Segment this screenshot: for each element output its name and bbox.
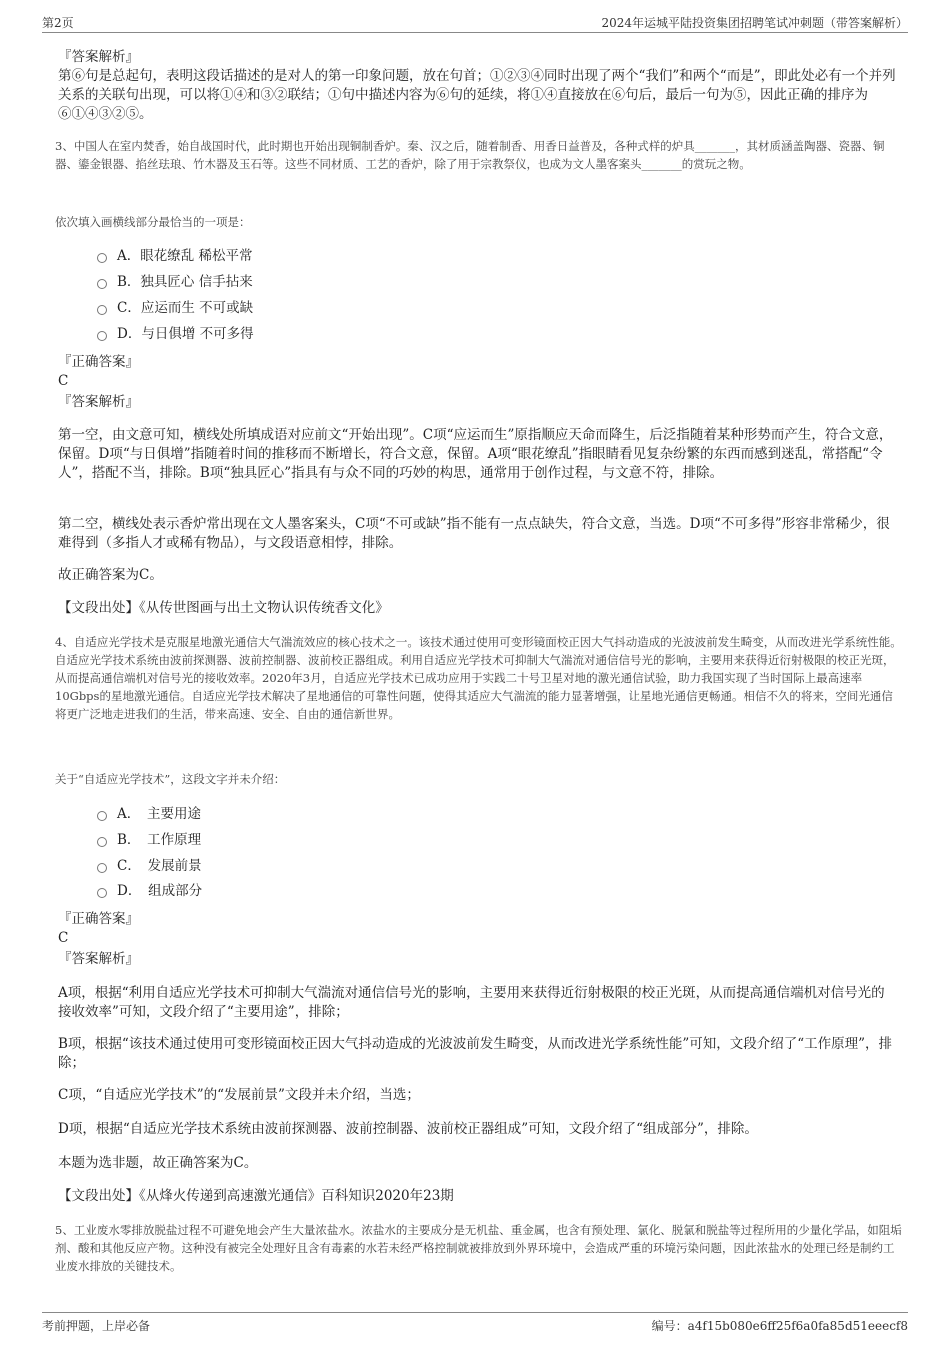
q3-prompt: 依次填入画横线部分最恰当的一项是： bbox=[55, 215, 251, 229]
q3-answer-label: 『正确答案』 bbox=[58, 354, 139, 370]
radio-icon[interactable] bbox=[97, 863, 107, 873]
q3-stem: 3、中国人在室内焚香，始自战国时代，此时期也开始出现铜制香炉。秦、汉之后，随着制香、用香日益普及，各种式样的炉具_______，其材质涵盖陶器、瓷器、铜器、鎏金银器、掐丝珐琅、竹木器及玉石等。这些不同材质、工艺的香炉，除了用于宗教祭仪，也成为文人墨客案头_______的赏玩之物。 bbox=[55, 139, 885, 171]
radio-icon[interactable] bbox=[97, 253, 107, 263]
q3-analysis-3: 故正确答案为C。 bbox=[58, 567, 163, 583]
q4-option-c[interactable]: C． 发展前景 bbox=[97, 857, 202, 876]
q4-answer: C bbox=[58, 930, 69, 946]
q4-option-a[interactable]: A． 主要用途 bbox=[97, 805, 201, 824]
q3-source: 【文段出处】《从传世图画与出土文物认识传统香文化》 bbox=[58, 600, 389, 616]
page-header bbox=[42, 14, 908, 33]
q4-analysis-b: B项，根据“该技术通过使用可变形镜面校正因大气抖动造成的光波波前发生畸变，从而改进光学系统性能”可知，文段介绍了“工作原理”，排除； bbox=[58, 1036, 893, 1071]
q3-analysis-label: 『答案解析』 bbox=[58, 394, 139, 410]
footer-code: 编号：a4f15b080e6ff25f6a0fa85d51eeecf8 bbox=[651, 1319, 908, 1333]
q3-analysis-1: 第一空，由文意可知，横线处所填成语对应前文“开始出现”。C项“应运而生”原指顺应天命而降生，后泛指随着某种形势而产生，符合文意，保留。D项“与日俱增”指随着时间的推移而不断增长，符合文意，保留。A项“眼花缭乱”指眼睛看见复杂纷繁的东西而感到迷乱，常搭配“令人”，搭配不当，排除。B项“独具匠心”指具有与众不同的巧妙的构思，通常用于创作过程，与文意不符，排除。 bbox=[58, 427, 893, 481]
q4-analysis-a: A项，根据“利用自适应光学技术可抑制大气湍流对通信信号光的影响，主要用来获得近衍射极限的校正光斑，从而提高通信端机对信号光的接收效率”可知，文段介绍了“主要用途”，排除； bbox=[58, 985, 885, 1020]
q2-analysis-label: 『答案解析』 bbox=[58, 49, 139, 65]
q3-option-b[interactable]: B．独具匠心 信手拈来 bbox=[97, 273, 253, 292]
q3-answer: C bbox=[58, 373, 69, 389]
radio-icon[interactable] bbox=[97, 331, 107, 341]
q4-analysis-d: D项，根据“自适应光学技术系统由波前探测器、波前控制器、波前校正器组成”可知，文段介绍了“组成部分”，排除。 bbox=[58, 1121, 758, 1137]
page-footer bbox=[42, 1312, 908, 1333]
q4-source: 【文段出处】《从烽火传递到高速激光通信》百科知识2020年23期 bbox=[58, 1188, 454, 1204]
q3-analysis-2: 第二空，横线处表示香炉常出现在文人墨客案头，C项“不可或缺”指不能有一点点缺失，符合文意，当选。D项“不可多得”形容非常稀少，很难得到（多指人才或稀有物品），与文段语意相悖，排除。 bbox=[58, 516, 890, 551]
q4-option-b[interactable]: B． 工作原理 bbox=[97, 831, 201, 850]
footer-slogan: 考前押题，上岸必备 bbox=[42, 1319, 151, 1333]
radio-icon[interactable] bbox=[97, 837, 107, 847]
q4-analysis-c: C项，“自适应光学技术”的“发展前景”文段并未介绍，当选； bbox=[58, 1087, 420, 1103]
q4-analysis-conclusion: 本题为选非题，故正确答案为C。 bbox=[58, 1155, 258, 1171]
radio-icon[interactable] bbox=[97, 305, 107, 315]
q4-stem: 4、自适应光学技术是克服星地激光通信大气湍流效应的核心技术之一。该技术通过使用可变形镜面校正因大气抖动造成的光波波前发生畸变，从而改进光学系统性能。自适应光学技术系统由波前探测器、波前控制器、波前校正器组成。利用自适应光学技术可抑制大气湍流对通信信号光的影响，主要用来获得近衍射极限的校正光斑，从而提高通信端机对信号光的接收效率。2020年3月，自适应光学技术已成功应用于实践二十号卫星对地的激光通信试验，助力我国实现了当时国际上最高速率10Gbps的星地激光通信。自适应光学技术解决了星地通信的可靠性问题，使得其适应大气湍流的能力显著增强，让星地光通信更畅通。相信不久的将来，空间光通信将更广泛地走进我们的生活，带来高速、安全、自由的通信新世界。 bbox=[55, 635, 902, 721]
q2-analysis-text: 第⑥句是总起句，表明这段话描述的是对人的第一印象问题，放在句首；①②③④同时出现了两个“我们”和两个“而是”，即此处必有一个并列关系的关联句出现，可以将①④和③②联结；①句中描述内容为⑥句的延续，将①④直接放在⑥句后，最后一句为⑤，因此正确的排序为⑥①④③②⑤。 bbox=[58, 68, 896, 122]
q3-option-d[interactable]: D．与日俱增 不可多得 bbox=[97, 325, 254, 344]
radio-icon[interactable] bbox=[97, 811, 107, 821]
radio-icon[interactable] bbox=[97, 279, 107, 289]
q5-stem: 5、工业废水零排放脱盐过程不可避免地会产生大量浓盐水。浓盐水的主要成分是无机盐、重金属，也含有预处理、氯化、脱氯和脱盐等过程所用的少量化学品，如阻垢剂、酸和其他反应产物。这种没有被完全处理好且含有毒素的水若未经严格控制就被排放到外界环境中，会造成严重的环境污染问题，因此浓盐水的处理已经是制约工业废水排放的关键技术。 bbox=[55, 1223, 902, 1273]
page-number: 第2页 bbox=[42, 16, 74, 30]
q3-option-a[interactable]: A．眼花缭乱 稀松平常 bbox=[97, 247, 253, 266]
q4-prompt: 关于“自适应光学技术”，这段文字并未介绍： bbox=[55, 772, 286, 786]
q4-answer-label: 『正确答案』 bbox=[58, 911, 139, 927]
q4-analysis-label: 『答案解析』 bbox=[58, 951, 139, 967]
radio-icon[interactable] bbox=[97, 888, 107, 898]
q3-option-c[interactable]: C．应运而生 不可或缺 bbox=[97, 299, 253, 318]
document-title: 2024年运城平陆投资集团招聘笔试冲刺题（带答案解析） bbox=[601, 16, 908, 30]
q4-option-d[interactable]: D． 组成部分 bbox=[97, 882, 202, 901]
